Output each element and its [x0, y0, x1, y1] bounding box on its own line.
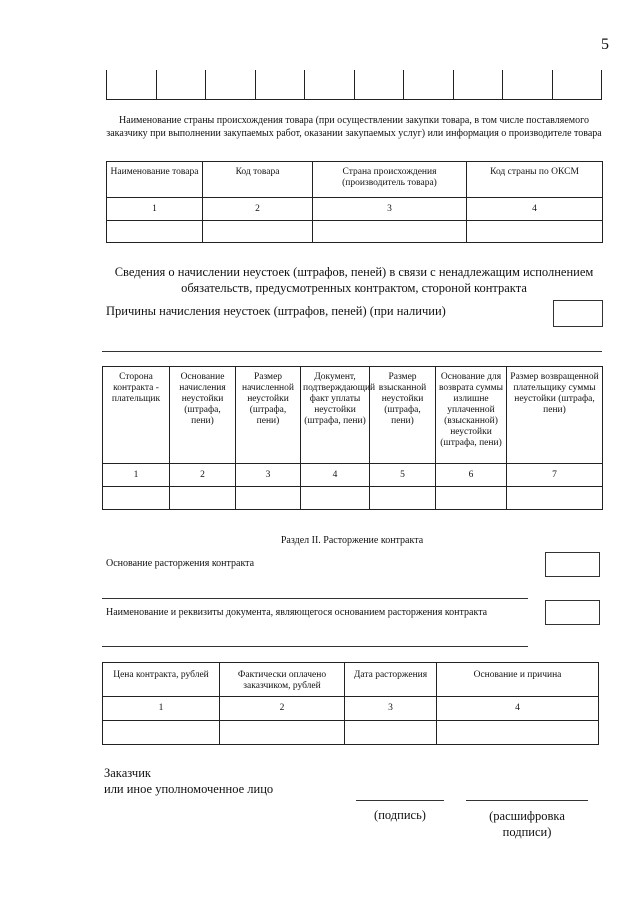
- termination-input-cell[interactable]: [437, 721, 599, 745]
- penalty-column-header: Документ, подтверждающий факт уплаты неустойки (штрафа, пени): [301, 367, 370, 464]
- column-number: 1: [107, 198, 203, 221]
- column-number: 4: [437, 697, 599, 721]
- customer-label: Заказчик: [104, 766, 151, 780]
- penalties-heading: Сведения о начислении неустоек (штрафов, пеней) в связи с ненадлежащим исполнением обязательств, предусмотренных контрактом, стороной контракта: [114, 265, 594, 295]
- penalty-input-cell[interactable]: [170, 487, 236, 510]
- column-number: 3: [345, 697, 437, 721]
- termination-document-box[interactable]: [545, 600, 600, 625]
- penalty-reasons-box[interactable]: [553, 300, 603, 327]
- column-number: 4: [467, 198, 603, 221]
- penalty-input-cell[interactable]: [103, 487, 170, 510]
- penalty-input-cell[interactable]: [301, 487, 370, 510]
- termination-input-cell[interactable]: [220, 721, 345, 745]
- signature-caption: (подпись): [374, 808, 426, 822]
- termination-column-header: Основание и причина: [437, 663, 599, 697]
- section-title: Раздел II. Расторжение контракта: [280, 535, 424, 546]
- penalty-input-cell[interactable]: [436, 487, 507, 510]
- origin-column-header: Код товара: [203, 162, 313, 198]
- table-cell: [255, 70, 305, 100]
- origin-column-header: Код страны по ОКСМ: [467, 162, 603, 198]
- table-cell: [206, 70, 256, 100]
- origin-heading: Наименование страны происхождения товара (при осуществлении закупки товара, в том числе поставляемого заказчику при выполнении закупаемых работ, оказании закупаемых услуг) или информация о производителе товара: [106, 115, 602, 139]
- authorized-person-label: или иное уполномоченное лицо: [104, 782, 274, 796]
- termination-input-cell[interactable]: [103, 721, 220, 745]
- origin-table: [106, 161, 603, 243]
- continuation-table: [106, 70, 602, 100]
- penalty-column-header: Основание начисления неустойки (штрафа, пени): [170, 367, 236, 464]
- penalty-column-header: Основание для возврата суммы излишне уплаченной (взысканной) неустойки (штрафа, пени): [436, 367, 507, 464]
- column-number: 5: [370, 464, 436, 487]
- column-number: 2: [203, 198, 313, 221]
- termination-table: [102, 662, 599, 745]
- penalties-table: [102, 366, 603, 510]
- column-number: 3: [236, 464, 301, 487]
- termination-basis-box[interactable]: [545, 552, 600, 577]
- table-cell: [453, 70, 503, 100]
- column-number: 2: [220, 697, 345, 721]
- penalty-input-cell[interactable]: [507, 487, 603, 510]
- page-number: 5: [601, 36, 609, 53]
- termination-basis-line[interactable]: [102, 598, 528, 599]
- penalty-reasons-line[interactable]: [102, 351, 602, 352]
- origin-input-cell[interactable]: [467, 221, 603, 243]
- origin-column-header: Страна происхождения (производитель товара): [313, 162, 467, 198]
- signature-line[interactable]: [356, 800, 444, 801]
- column-number: 1: [103, 697, 220, 721]
- termination-column-header: Цена контракта, рублей: [103, 663, 220, 697]
- termination-document-line[interactable]: [102, 646, 528, 647]
- column-number: 7: [507, 464, 603, 487]
- penalty-column-header: Размер возвращенной плательщику суммы неустойки (штрафа, пени): [507, 367, 603, 464]
- signature-decode-line[interactable]: [466, 800, 588, 801]
- origin-column-header: Наименование товара: [107, 162, 203, 198]
- termination-basis-label: Основание расторжения контракта: [106, 558, 255, 569]
- column-number: 4: [301, 464, 370, 487]
- column-number: 6: [436, 464, 507, 487]
- origin-input-cell[interactable]: [107, 221, 203, 243]
- penalty-column-header: Размер начисленной неустойки (штрафа, пени): [236, 367, 301, 464]
- penalty-input-cell[interactable]: [236, 487, 301, 510]
- column-number: 1: [103, 464, 170, 487]
- termination-document-label: Наименование и реквизиты документа, являющегося основанием расторжения контракта: [106, 607, 488, 618]
- termination-input-cell[interactable]: [345, 721, 437, 745]
- table-cell: [156, 70, 206, 100]
- penalty-column-header: Сторона контракта - плательщик: [103, 367, 170, 464]
- penalty-reasons-label: Причины начисления неустоек (штрафов, пеней) (при наличии): [106, 304, 446, 318]
- termination-column-header: Фактически оплачено заказчиком, рублей: [220, 663, 345, 697]
- column-number: 3: [313, 198, 467, 221]
- termination-column-header: Дата расторжения: [345, 663, 437, 697]
- origin-input-cell[interactable]: [313, 221, 467, 243]
- signature-decode-caption: (расшифровка подписи): [489, 809, 565, 839]
- table-cell: [404, 70, 454, 100]
- table-cell: [552, 70, 602, 100]
- penalty-column-header: Размер взысканной неустойки (штрафа, пени): [370, 367, 436, 464]
- table-cell: [107, 70, 157, 100]
- table-cell: [354, 70, 404, 100]
- table-cell: [305, 70, 355, 100]
- penalty-input-cell[interactable]: [370, 487, 436, 510]
- origin-input-cell[interactable]: [203, 221, 313, 243]
- table-cell: [503, 70, 553, 100]
- column-number: 2: [170, 464, 236, 487]
